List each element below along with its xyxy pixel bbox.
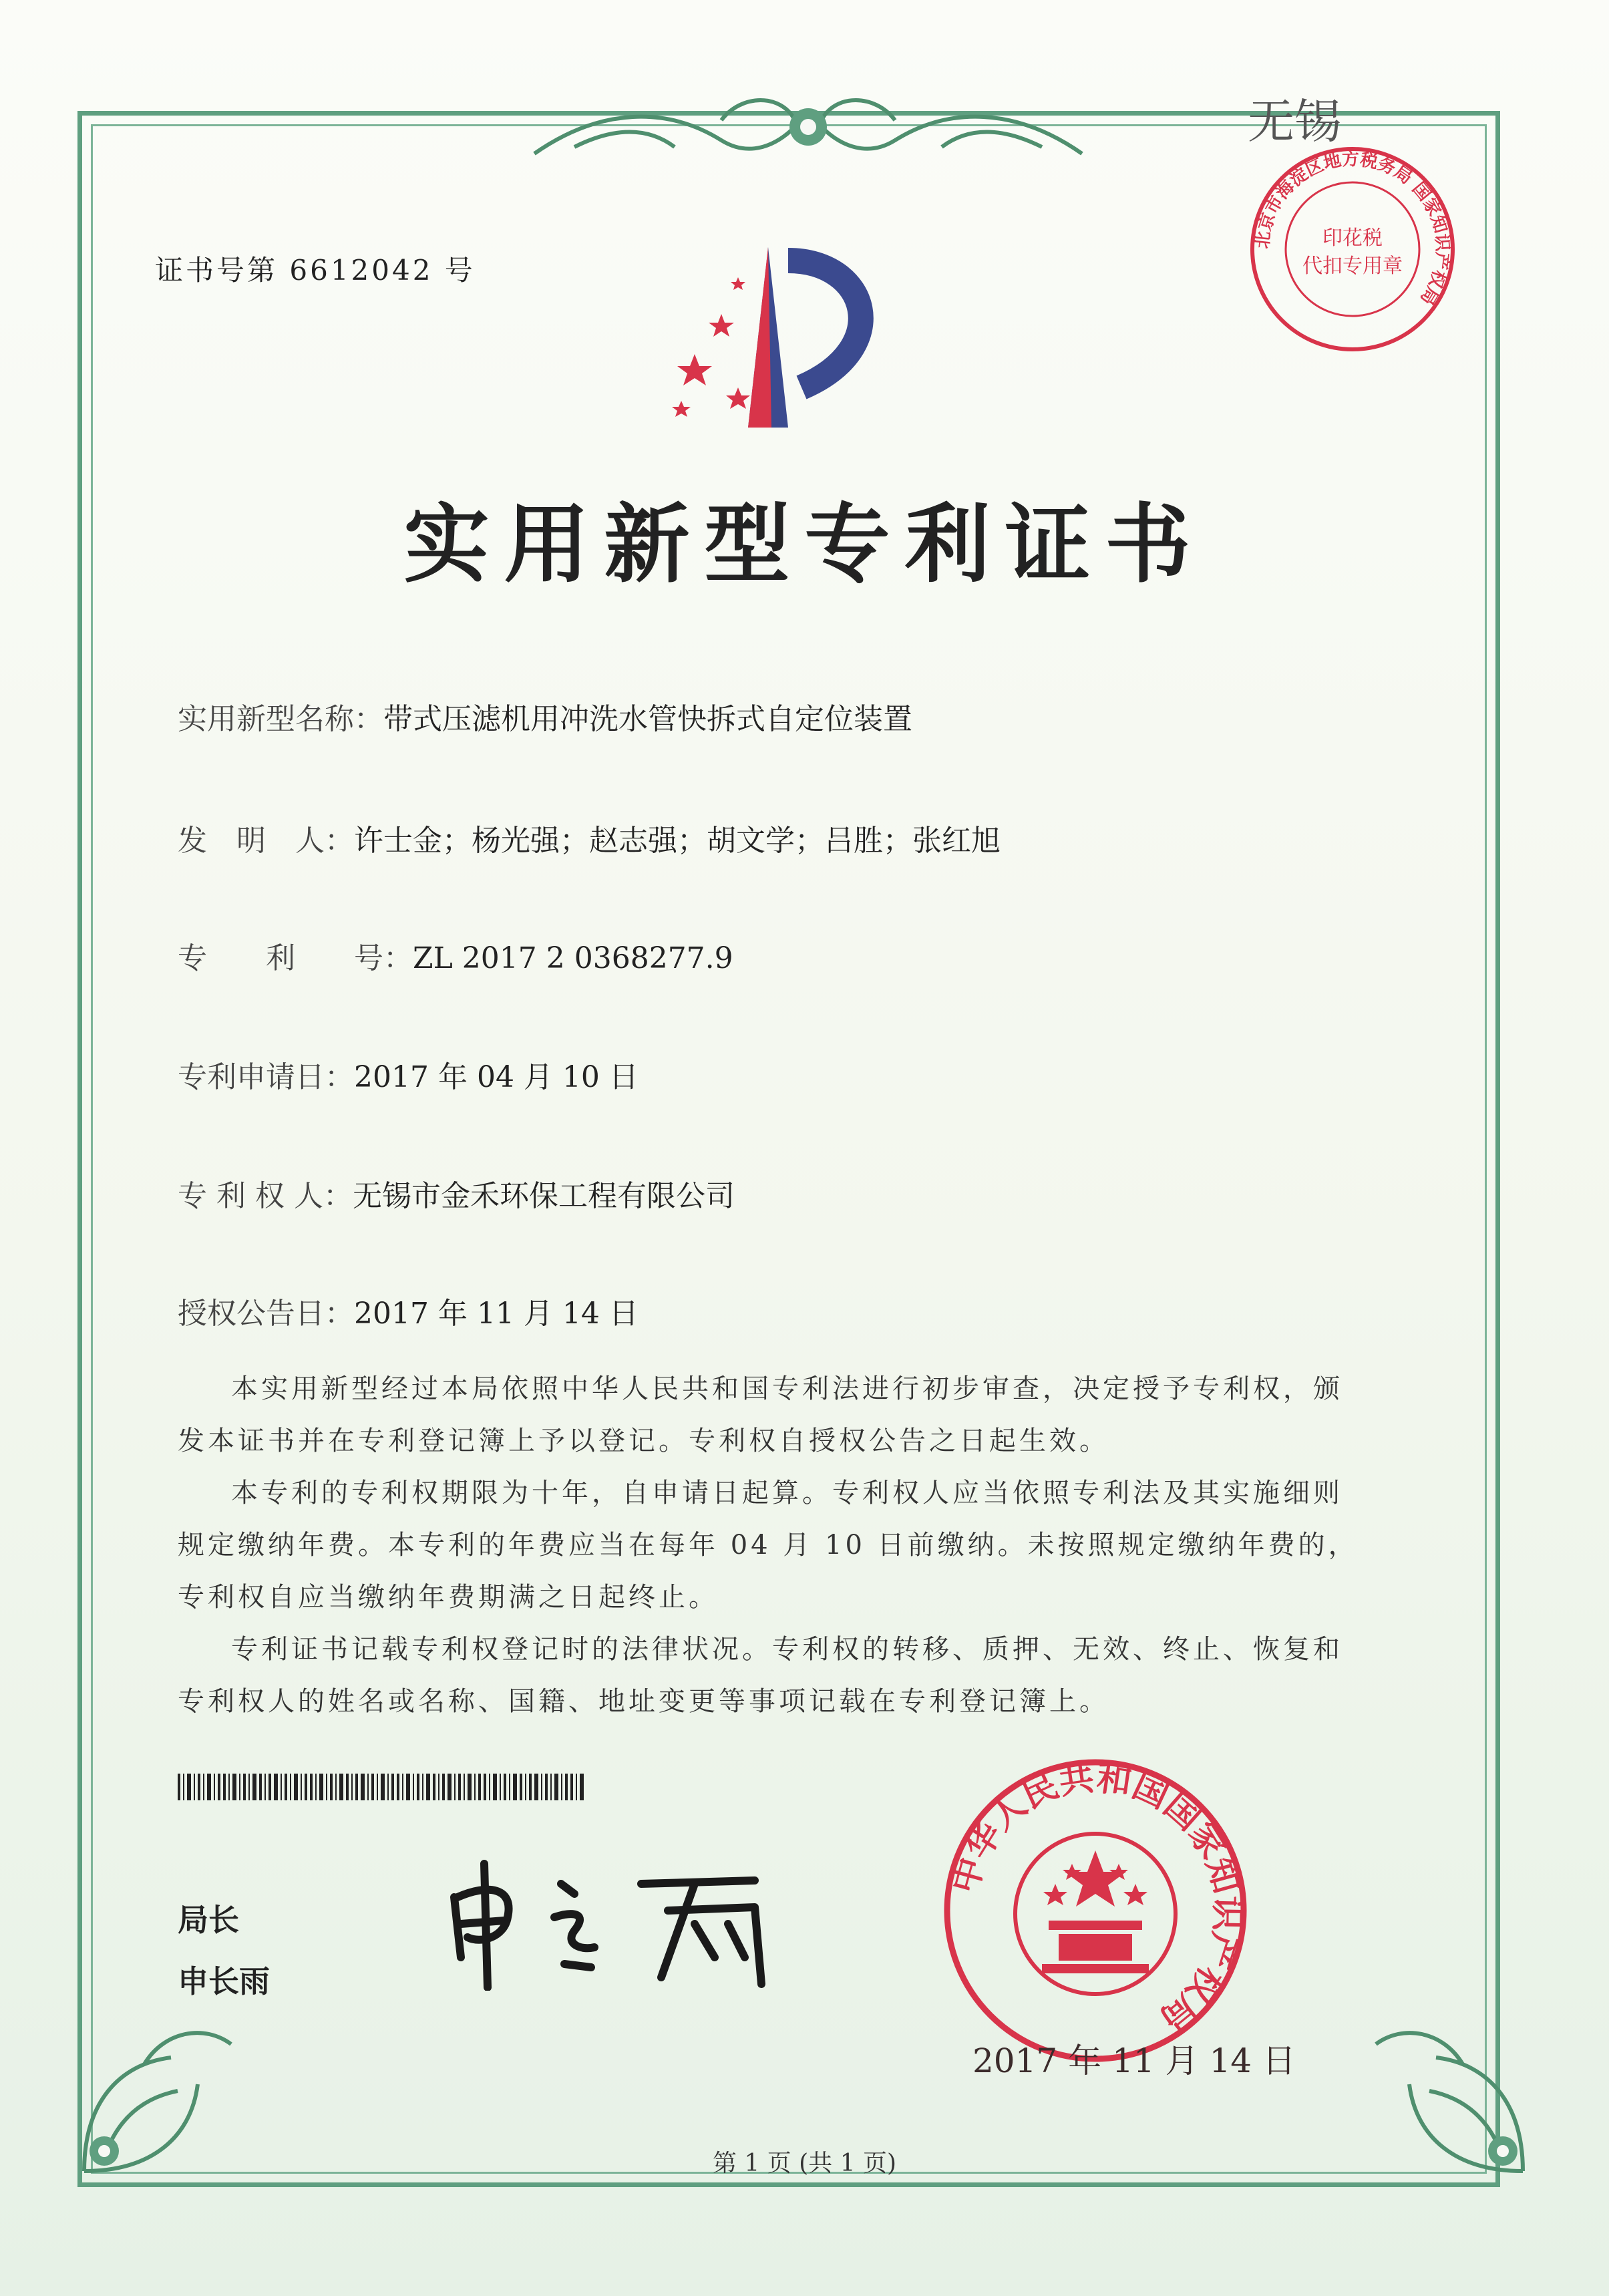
cnipa-logo (655, 240, 935, 441)
barcode (178, 1774, 585, 1800)
field-label: 实用新型名称： (178, 702, 383, 736)
field-label: 专 利 权 人： (178, 1179, 353, 1213)
field-label: 专利申请日： (178, 1060, 354, 1094)
field-patentee (178, 1172, 735, 1214)
paragraph-legal-status: 专利证书记载专利权登记时的法律状况。专利权的转移、质押、无效、终止、恢复和专利权人的姓名或名称、国籍、地址变更等事项记载在专利登记簿上。 (178, 1634, 1343, 1717)
top-ornament (521, 80, 1095, 174)
tax-stamp-line1: 印花税 (1322, 226, 1383, 250)
tax-stamp (1242, 139, 1463, 359)
field-value: 许士金；杨光强；赵志强；胡文学；吕胜；张红旭 (354, 824, 1001, 858)
field-application-date (178, 1053, 639, 1096)
field-value: 2017 年 11 月 14 日 (354, 1297, 639, 1331)
page-indicator: 第 1 页 (共 1 页) (712, 2150, 897, 2177)
field-label: 授权公告日： (178, 1297, 354, 1331)
paragraph-term: 本专利的专利权期限为十年，自申请日起算。专利权人应当依照专利法及其实施细则规定缴纳年费。本专利的年费应当在每年 04 月 10 日前缴纳。未按照规定缴纳年费的，专利权自应当缴纳年费期满之日起终止。 (178, 1478, 1359, 1613)
official-seal-ring-text: 中华人民共和国国家知识产权局 (944, 1758, 1248, 2039)
field-announcement-date (178, 1289, 639, 1332)
field-patent-number (178, 934, 733, 977)
handwritten-note: 无锡 (1248, 94, 1341, 149)
certificate-number-value: 6612042 (289, 254, 433, 287)
field-value: 2017 年 04 月 10 日 (354, 1060, 639, 1094)
paragraph-grant: 本实用新型经过本局依照中华人民共和国专利法进行初步审查，决定授予专利权，颁发本证书并在专利登记簿上予以登记。专利权自授权公告之日起生效。 (178, 1373, 1343, 1456)
field-label: 发 明 人： (178, 824, 354, 858)
certificate-number (155, 249, 476, 289)
field-value: ZL 2017 2 0368277.9 (413, 941, 733, 975)
signatory-title: 局长 (178, 1902, 239, 1938)
field-inventors (178, 816, 1001, 859)
certificate-title: 实用新型专利证书 (403, 495, 1206, 595)
tax-stamp-line2: 代扣专用章 (1302, 255, 1403, 278)
official-seal (935, 1750, 1256, 2071)
certificate-number-suffix: 号 (444, 254, 476, 287)
svg-text:中华人民共和国国家知识产权局 (944, 1758, 1247, 2039)
tax-stamp-ring-text: 北京市海淀区地方税务局 国家知识产权局 (1252, 149, 1453, 309)
field-value: 带式压滤机用冲洗水管快拆式自定位装置 (383, 702, 912, 736)
signatory-name: 申长雨 (178, 1963, 270, 1999)
field-utility-model-name (178, 695, 912, 737)
seal-date: 2017 年 11 月 14 日 (972, 2041, 1296, 2080)
handwritten-signature (441, 1857, 788, 1991)
field-value: 无锡市金禾环保工程有限公司 (352, 1179, 735, 1213)
certificate-number-label: 证书号第 (155, 254, 279, 287)
field-label: 专 利 号： (178, 941, 413, 975)
